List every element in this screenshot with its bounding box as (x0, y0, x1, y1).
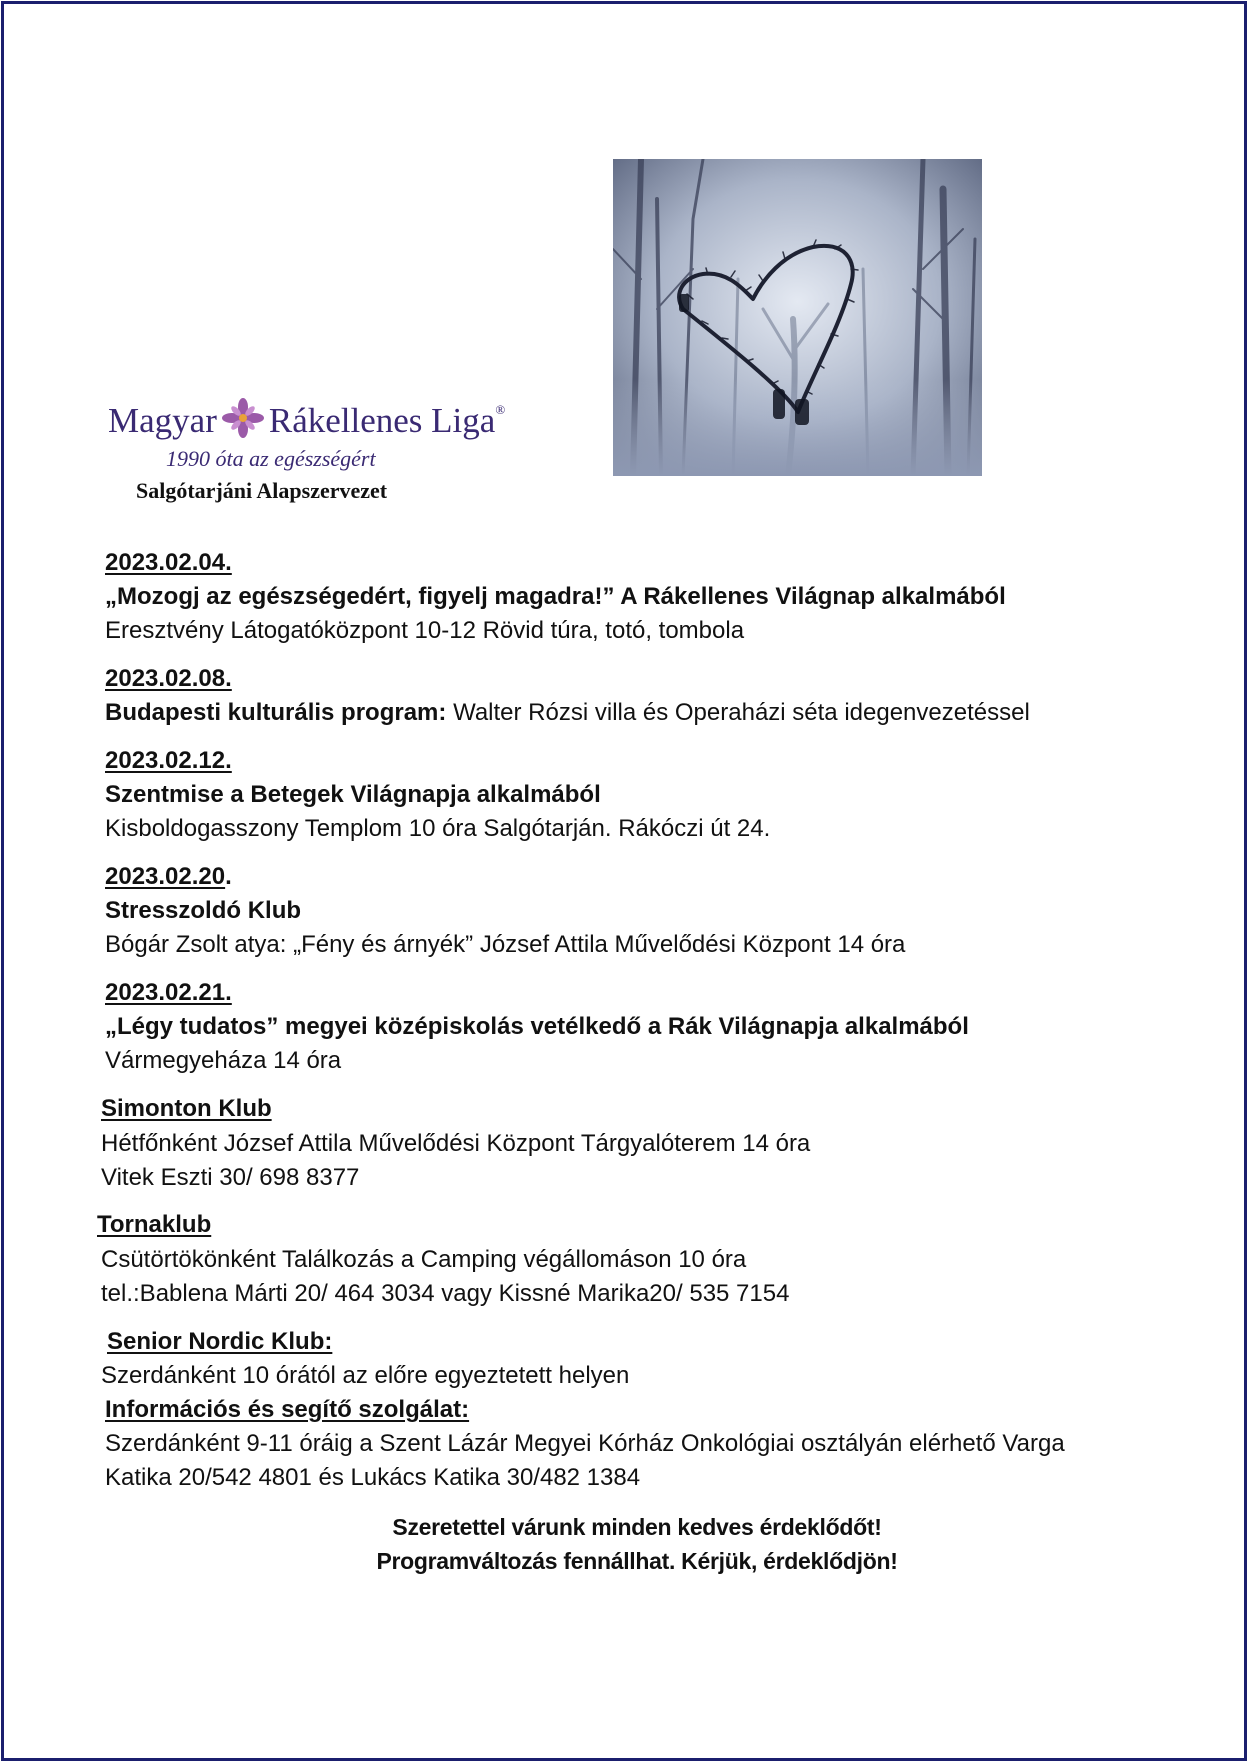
event-4-detail: Bógár Zsolt atya: „Fény és árnyék” József Attila Művelődési Központ 14 óra (105, 931, 906, 958)
event-2-detail: Walter Rózsi villa és Operaházi séta idegenvezetéssel (453, 699, 1030, 726)
event-5-detail: Vármegyeháza 14 óra (105, 1047, 342, 1074)
event-1-title: „Mozogj az egészségedért, figyelj magadra!” A Rákellenes Világnap alkalmából (105, 583, 1006, 610)
logo-subtitle: Salgótarjáni Alapszervezet (136, 478, 388, 503)
nordic-club-schedule: Szerdánként 10 órától az előre egyeztetett helyen (101, 1362, 630, 1389)
event-4-date-line (105, 862, 232, 892)
event-1-detail: Eresztvény Látogatóközpont 10-12 Rövid túra, totó, tombola (105, 617, 745, 644)
logo-word-magyar: Magyar (108, 401, 217, 440)
event-2-title: Budapesti kulturális program: (105, 699, 447, 726)
logo-word-liga: Rákellenes Liga (268, 401, 496, 440)
event-2-date: 2023.02.08. (105, 665, 232, 692)
info-service-title: Információs és segítő szolgálat: (105, 1396, 470, 1423)
nordic-club-title: Senior Nordic Klub: (107, 1328, 333, 1355)
info-service-line2: Katika 20/542 4801 és Lukács Katika 30/482 1384 (105, 1464, 641, 1491)
event-1-date: 2023.02.04. (105, 549, 232, 576)
event-2-line (105, 698, 1030, 728)
info-service-line1: Szerdánként 9-11 óráig a Szent Lázár Megyei Kórház Onkológiai osztályán elérhető Varga (105, 1430, 1065, 1457)
simonton-club-schedule: Hétfőnként József Attila Művelődési Központ Tárgyalóterem 14 óra (101, 1130, 811, 1157)
event-4-date-suffix: . (225, 863, 232, 890)
event-4-title: Stresszoldó Klub (105, 897, 302, 924)
simonton-club-title: Simonton Klub (101, 1095, 272, 1122)
torna-club-title: Tornaklub (97, 1211, 212, 1238)
torna-club-contact: tel.:Bablena Márti 20/ 464 3034 vagy Kissné Marika20/ 535 7154 (101, 1280, 790, 1307)
footer-notice: Programváltozás fennállhat. Kérjük, érdeklődjön! (376, 1548, 898, 1574)
logo-tagline: 1990 óta az egészségért (166, 446, 376, 471)
event-4-date: 2023.02.20 (105, 863, 226, 890)
event-5-date: 2023.02.21. (105, 979, 232, 1006)
event-3-detail: Kisboldogasszony Templom 10 óra Salgótarján. Rákóczi út 24. (105, 815, 771, 842)
simonton-club-contact: Vitek Eszti 30/ 698 8377 (101, 1164, 360, 1191)
footer-welcome: Szeretettel várunk minden kedves érdeklődőt! (392, 1514, 882, 1540)
event-5-title: „Légy tudatos” megyei középiskolás vetélkedő a Rák Világnapja alkalmából (105, 1013, 969, 1040)
torna-club-schedule: Csütörtökönként Találkozás a Camping végállomáson 10 óra (101, 1246, 747, 1273)
registered-mark: ® (495, 402, 506, 417)
event-3-date: 2023.02.12. (105, 747, 232, 774)
event-3-title: Szentmise a Betegek Világnapja alkalmából (105, 781, 601, 808)
